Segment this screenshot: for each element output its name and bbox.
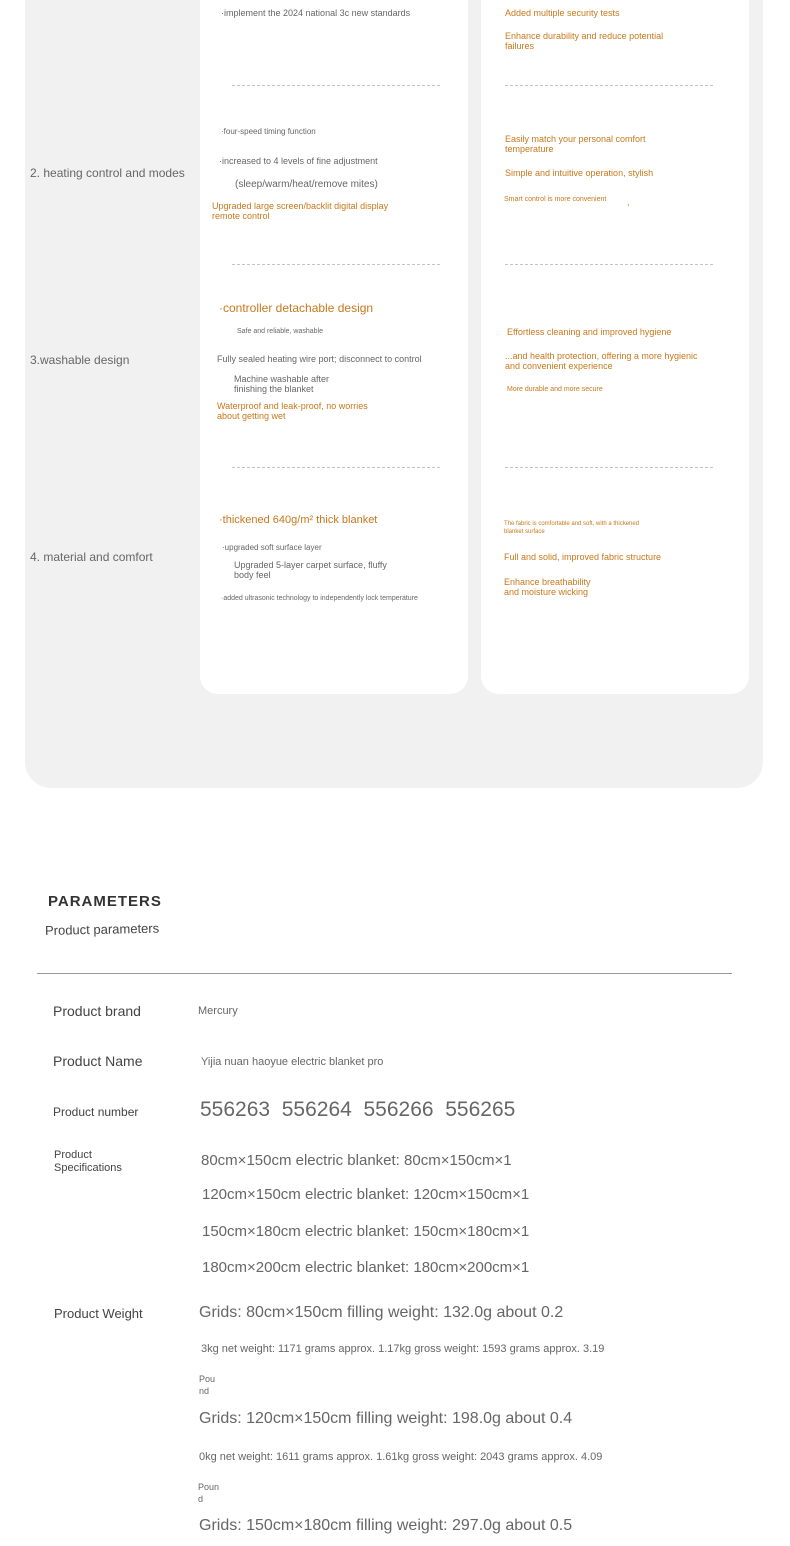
parameters-subtitle: Product parameters bbox=[44, 920, 160, 938]
right-washable-4: More durable and more secure bbox=[507, 386, 603, 393]
divider bbox=[505, 85, 713, 86]
spec-label-2: Specifications bbox=[54, 1162, 122, 1174]
left-heating-4: Upgraded large screen/backlit digital display bbox=[212, 201, 389, 211]
right-washable-1: Effortless cleaning and improved hygiene bbox=[507, 327, 672, 337]
divider bbox=[505, 264, 713, 265]
left-heating-3: (sleep/warm/heat/remove mites) bbox=[235, 179, 378, 190]
weight-main-1: Grids: 80cm×150cm filling weight: 132.0g about 0.2 bbox=[199, 1304, 564, 1321]
weight-unit-2b: d bbox=[198, 1494, 204, 1504]
comparison-card-left bbox=[200, 0, 468, 694]
right-top-2: Enhance durability and reduce potential bbox=[505, 31, 664, 41]
left-washable-3: Fully sealed heating wire port; disconnect to control bbox=[217, 354, 422, 364]
left-washable-7: about getting wet bbox=[217, 411, 286, 421]
right-heating-1: Easily match your personal comfort bbox=[505, 134, 646, 144]
left-washable-6: Waterproof and leak-proof, no worries bbox=[217, 401, 368, 411]
right-material-4: Enhance breathability bbox=[504, 577, 591, 587]
spec-line-3: 150cm×180cm electric blanket: 150cm×180cm×1 bbox=[202, 1223, 530, 1240]
number-label: Product number bbox=[53, 1105, 139, 1119]
weight-main-3: Grids: 150cm×180cm filling weight: 297.0g about 0.5 bbox=[199, 1517, 573, 1534]
divider bbox=[232, 85, 440, 86]
brand-label: Product brand bbox=[53, 1003, 141, 1019]
left-material-5: ·added ultrasonic technology to independently lock temperature bbox=[221, 595, 418, 602]
right-top-1: Added multiple security tests bbox=[505, 8, 620, 18]
left-material-2: ·upgraded soft surface layer bbox=[222, 543, 322, 552]
left-material-1: ·thickened 640g/m² thick blanket bbox=[219, 514, 378, 526]
left-washable-5: finishing the blanket bbox=[234, 384, 314, 394]
parameters-divider bbox=[37, 973, 732, 974]
divider bbox=[232, 264, 440, 265]
left-washable-1: ·controller detachable design bbox=[219, 301, 374, 315]
right-washable-3: and convenient experience bbox=[505, 361, 613, 371]
right-material-1: The fabric is comfortable and soft, with a thickened bbox=[504, 521, 640, 527]
right-material-2: blanket surface bbox=[504, 529, 545, 535]
left-heating-2: ·increased to 4 levels of fine adjustment bbox=[219, 156, 378, 166]
spec-line-2: 120cm×150cm electric blanket: 120cm×150cm×1 bbox=[202, 1186, 530, 1203]
right-heating-5: , bbox=[627, 197, 630, 207]
left-material-4: body feel bbox=[234, 570, 271, 580]
row-label-material: 4. material and comfort bbox=[30, 550, 153, 564]
right-top-3: failures bbox=[505, 41, 535, 51]
right-heating-3: Simple and intuitive operation, stylish bbox=[505, 168, 654, 178]
row-label-washable: 3.washable design bbox=[30, 353, 130, 367]
right-material-5: and moisture wicking bbox=[504, 587, 589, 597]
left-washable-2: Safe and reliable, washable bbox=[237, 328, 324, 335]
right-washable-2: ...and health protection, offering a more hygienic bbox=[505, 351, 698, 361]
left-heating-5: remote control bbox=[212, 211, 270, 221]
weight-label: Product Weight bbox=[54, 1306, 143, 1321]
spec-line-4: 180cm×200cm electric blanket: 180cm×200cm×1 bbox=[202, 1259, 530, 1276]
row-label-heating: 2. heating control and modes bbox=[30, 166, 185, 180]
left-material-3: Upgraded 5-layer carpet surface, fluffy bbox=[234, 560, 387, 570]
weight-detail-2: 0kg net weight: 1611 grams approx. 1.61kg gross weight: 2043 grams approx. 4.09 bbox=[199, 1451, 603, 1463]
left-top-item: ·implement the 2024 national 3c new standards bbox=[221, 8, 411, 18]
left-heating-1: ·four-speed timing function bbox=[221, 127, 316, 136]
name-value: Yijia nuan haoyue electric blanket pro bbox=[201, 1056, 384, 1068]
brand-value: Mercury bbox=[198, 1005, 238, 1017]
weight-unit-2a: Poun bbox=[198, 1482, 220, 1492]
right-heating-2: temperature bbox=[505, 144, 554, 154]
left-washable-4: Machine washable after bbox=[234, 374, 330, 384]
right-material-3: Full and solid, improved fabric structure bbox=[504, 552, 662, 562]
divider bbox=[505, 467, 713, 468]
divider bbox=[232, 467, 440, 468]
weight-detail-1: 3kg net weight: 1171 grams approx. 1.17kg gross weight: 1593 grams approx. 3.19 bbox=[201, 1343, 605, 1355]
number-value: 556263 556264 556266 556265 bbox=[200, 1098, 516, 1121]
weight-main-2: Grids: 120cm×150cm filling weight: 198.0g about 0.4 bbox=[199, 1410, 573, 1427]
spec-label-1: Product bbox=[54, 1149, 92, 1161]
weight-unit-1b: nd bbox=[199, 1386, 210, 1396]
weight-unit-1a: Pou bbox=[199, 1374, 216, 1384]
parameters-title: PARAMETERS bbox=[48, 893, 162, 910]
right-heating-4: Smart control is more convenient bbox=[504, 196, 607, 203]
name-label: Product Name bbox=[53, 1053, 143, 1069]
spec-line-1: 80cm×150cm electric blanket: 80cm×150cm×1 bbox=[201, 1152, 512, 1169]
